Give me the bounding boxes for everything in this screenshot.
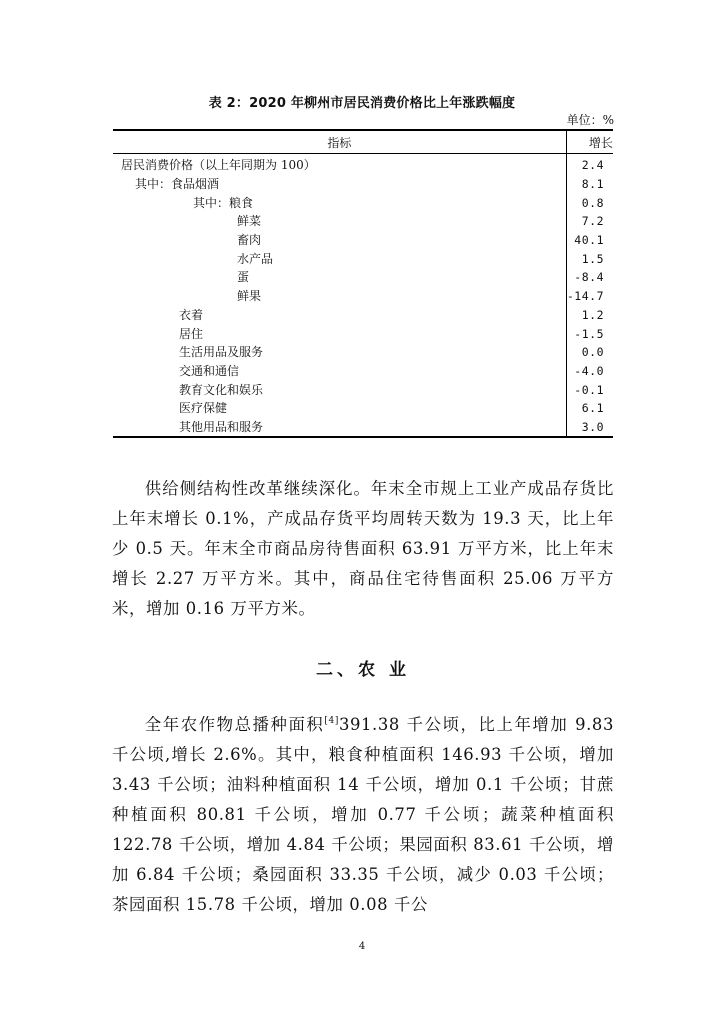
row-label: 衣着 xyxy=(113,306,566,325)
row-label: 鲜菜 xyxy=(113,212,566,231)
row-label: 交通和通信 xyxy=(113,362,566,381)
table-row xyxy=(113,343,613,362)
footnote-marker: [4] xyxy=(324,716,339,726)
row-value: 8.1 xyxy=(581,177,604,192)
table-row xyxy=(113,212,613,231)
table-row xyxy=(113,268,613,287)
row-label: 居民消费价格（以上年同期为 100） xyxy=(113,154,566,175)
row-label: 蛋 xyxy=(113,268,566,287)
table-row xyxy=(113,175,613,194)
row-label: 水产品 xyxy=(113,249,566,268)
row-value: 0.8 xyxy=(581,195,604,210)
row-value: 1.2 xyxy=(581,307,604,322)
table-row xyxy=(113,324,613,343)
price-change-table xyxy=(113,129,613,438)
row-value: 3.0 xyxy=(566,418,613,438)
table-row xyxy=(113,362,613,381)
table-row xyxy=(113,399,613,418)
row-value: -0.1 xyxy=(574,382,604,397)
header-growth: 增长 xyxy=(566,130,613,154)
agriculture-text-rest: 391.38 千公顷，比上年增加 9.83 千公顷,增长 2.6%。其中，粮食种植面积 146.93 千公顷，增加 3.43 千公顷；油料种植面积 14 千公顷，增加 0.1 千公顷；甘蔗种植面积 80.81 千公顷，增加 0.77 千公顷；蔬菜种植面积 122.78 千公顷，增加 4.84 千公顷；果园面积 83.61 千公顷，增加 6.84 千公顷；桑园面积 33.35 千公顷，减少 0.03 千公顷；茶园面积 15.78 千公顷，增加 0.08 千公 xyxy=(112,715,614,914)
header-indicator: 指标 xyxy=(113,130,566,154)
row-value: 6.1 xyxy=(581,401,604,416)
agriculture-text-start: 全年农作物总播种面积 xyxy=(144,715,325,734)
table-header-row xyxy=(113,130,613,154)
row-value: 1.5 xyxy=(581,251,604,266)
inventory-paragraph: 供给侧结构性改革继续深化。年末全市规上工业产成品存货比上年末增长 0.1%，产成品存货平均周转天数为 19.3 天，比上年少 0.5 天。年末全市商品房待售面积 63.91 万平方米，比上年末增长 2.27 万平方米。其中，商品住宅待售面积 25.06 万平方米，增加 0.16 万平方米。 xyxy=(112,479,614,618)
row-value: 40.1 xyxy=(574,233,604,248)
row-value: -8.4 xyxy=(574,270,604,285)
table-title: 表 2：2020 年柳州市居民消费价格比上年涨跌幅度 xyxy=(208,96,516,111)
table-row xyxy=(113,193,613,212)
row-label: 其他用品和服务 xyxy=(113,418,566,438)
table-row xyxy=(113,287,613,306)
table-row xyxy=(113,418,613,438)
row-label: 居住 xyxy=(113,324,566,343)
table-row xyxy=(113,231,613,250)
row-label: 其中：食品烟酒 xyxy=(113,175,566,194)
table-row xyxy=(113,154,613,175)
row-label: 生活用品及服务 xyxy=(113,343,566,362)
table-row xyxy=(113,306,613,325)
row-label: 畜肉 xyxy=(113,231,566,250)
row-label: 医疗保健 xyxy=(113,399,566,418)
table-unit: 单位：% xyxy=(566,113,614,127)
row-value: 0.0 xyxy=(581,345,604,360)
row-label: 鲜果 xyxy=(113,287,566,306)
row-value: 2.4 xyxy=(581,158,604,173)
row-label: 教育文化和娱乐 xyxy=(113,380,566,399)
row-label: 其中：粮食 xyxy=(113,193,566,212)
table-row xyxy=(113,380,613,399)
table-row xyxy=(113,249,613,268)
agriculture-paragraph xyxy=(112,710,614,920)
row-value: -14.7 xyxy=(566,289,604,304)
row-value: 7.2 xyxy=(581,214,604,229)
row-value: -4.0 xyxy=(574,363,604,378)
section-heading-agriculture: 二、农 业 xyxy=(316,660,410,680)
page-number: 4 xyxy=(358,941,366,952)
row-value: -1.5 xyxy=(574,326,604,341)
